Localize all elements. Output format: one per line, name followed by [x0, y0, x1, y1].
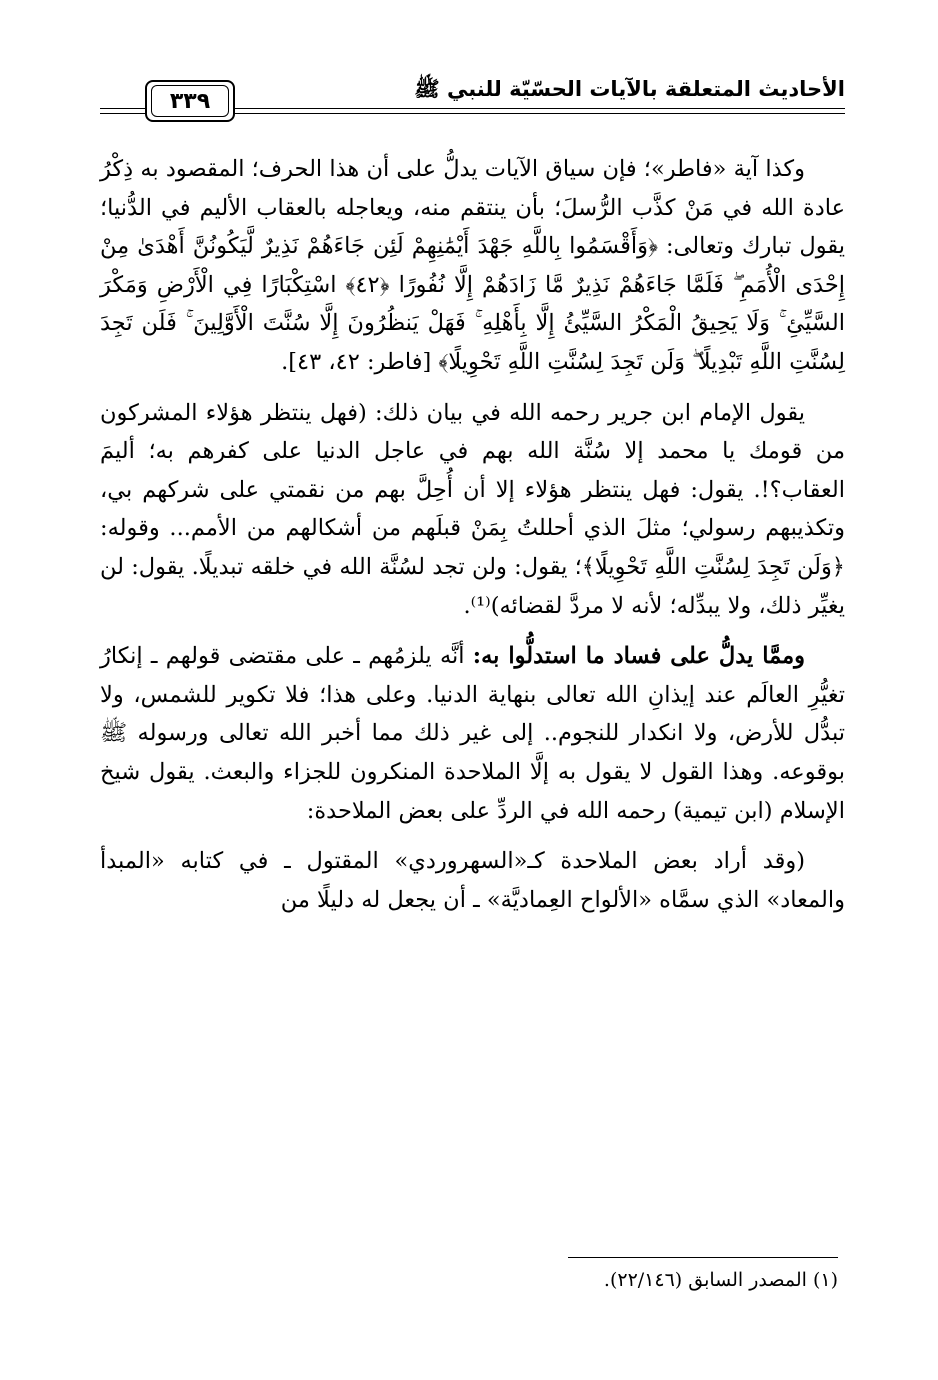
header-double-rule-left [100, 108, 145, 114]
running-title: الأحاديث المتعلقة بالآيات الحسّيّة للنبي ﷺ [414, 77, 845, 101]
paragraph-fatir-verse: وكذا آية «فاطر»؛ فإن سياق الآيات يدلُّ على أن هذا الحرف؛ المقصود به ذِكْرُ عادة الله في مَنْ كذَّب الرُّسلَ؛ بأن ينتقم منه، ويعاجله بالعقاب الأليم في الدُّنيا؛ يقول تبارك وتعالى: ﴿وَأَقْسَمُوا بِاللَّهِ جَهْدَ أَيْمَٰنِهِمْ لَئِن جَاءَهُمْ نَذِيرٌ لَّيَكُونُنَّ أَهْدَىٰ مِنْ إِحْدَى الْأُمَمِ ۖ فَلَمَّا جَاءَهُمْ نَذِيرٌ مَّا زَادَهُمْ إِلَّا نُفُورًا ﴿٤٢﴾ اسْتِكْبَارًا فِي الْأَرْضِ وَمَكْرَ السَّيِّئِ ۚ وَلَا يَحِيقُ الْمَكْرُ السَّيِّئُ إِلَّا بِأَهْلِهِ ۚ فَهَلْ يَنظُرُونَ إِلَّا سُنَّتَ الْأَوَّلِينَ ۚ فَلَن تَجِدَ لِسُنَّتِ اللَّهِ تَبْدِيلًا ۖ وَلَن تَجِدَ لِسُنَّتِ اللَّهِ تَحْوِيلًا﴾ [فاطر: ٤٢، ٤٣]. [100, 156, 845, 375]
paragraph-ibn-taymiyya-quote: (وقد أراد بعض الملاحدة كـ«السهروردي» المقتول ـ في كتابه «المبدأ والمعاد» الذي سمَّاه «الألواح العِماديَّة» ـ أن يجعل له دليلًا من [100, 848, 845, 913]
footnote-separator [568, 1257, 838, 1258]
page-header [100, 70, 845, 130]
page-number: ٣٣٩ [151, 85, 229, 117]
paragraph-body: أنَّه يلزمُهم ـ على مقتضى قولهم ـ إنكارُ تغيُّرِ العالَم عند إيذانِ الله تعالى بنهاية الدنيا. وعلى هذا؛ فلا تكوير للشمس، ولا تبدُّل للأرض، ولا انكدار للنجوم.. إلى غير ذلك مما أخبر الله تعالى ورسوله ﷺ بوقوعه. وهذا القول لا يقول به إلَّا الملاحدة المنكرون للجزاء والبعث. يقول شيخ الإسلام (ابن تيمية) رحمه الله في الردِّ على بعض الملاحدة: [100, 643, 845, 824]
page-number-frame [145, 80, 235, 122]
paragraph-refutation [100, 637, 845, 830]
paragraph-ibn-jarir: يقول الإمام ابن جرير رحمه الله في بيان ذلك: (فهل ينتظر هؤلاء المشركون من قومك يا محمد إلا سُنَّة الله بهم في عاجل الدنيا على كفرهم به؛ أليمَ العقاب؟!. يقول: فهل ينتظر هؤلاء إلا أن أُحِلَّ بهم من نقمتي على شركهم بي، وتكذيبهم رسولي؛ مثلَ الذي أحللتُ بِمَنْ قبلَهم من أشكالهم من الأمم... وقوله: ﴿وَلَن تَجِدَ لِسُنَّتِ اللَّهِ تَحْوِيلًا﴾؛ يقول: ولن تجد لسُنَّة الله في خلقه تبديلًا. يقول: لن يغيِّر ذلك، ولا يبدِّله؛ لأنه لا مردَّ لقضائه)⁽¹⁾. [100, 399, 845, 619]
main-text [100, 150, 845, 919]
footnote: (١) المصدر السابق (٢٢/١٤٦). [603, 1269, 838, 1291]
paragraph-lead: وممَّا يدلُّ على فساد ما استدلُّوا به: [472, 643, 805, 670]
header-double-rule [235, 108, 845, 114]
